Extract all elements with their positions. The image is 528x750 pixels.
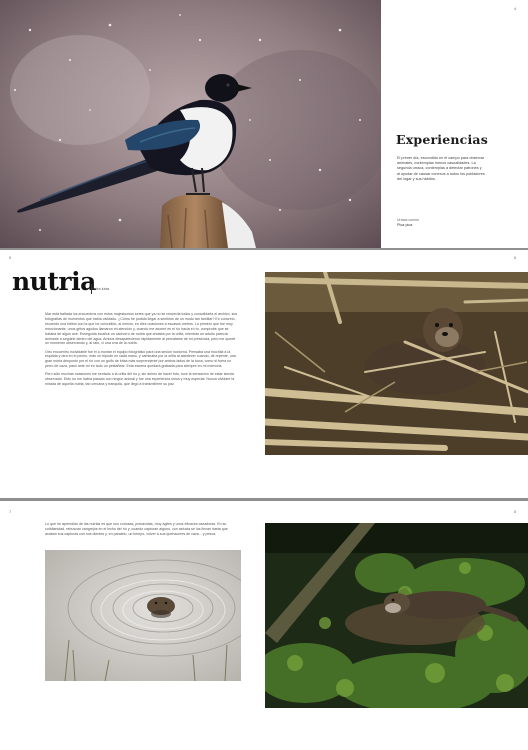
otter-forest-photo — [265, 523, 528, 708]
paragraph: Lo que he aprendido de las nutrias es que son curiosas, precavidas, muy ágiles y unos eficaces cazadoras. En su cotidianidad, rebuscan cangrejos en el lecho del río y, cuando capturan alguno, con astucia se los llevan hasta que acaban sus capturas con sus dientes y, en paralelo, un tiempo, volver a sus quehaceres de caza... y pesca. — [45, 522, 228, 536]
spread-page-1 — [0, 0, 528, 248]
photo-caption-name: Pica pica — [397, 223, 413, 227]
paragraph: Mar está bañada los encuentros con estos majestuosos seres que ya no se recuerda todos y consolidarla el archivo, sus fotografías de momentos que había olvidado. ¿Cómo he podido llegar a sentirlos de un modo tan familiar? En concreto, recuerdo una fotitos con la que he coincidido, al menos, en diez ocasiones a escasos metros. Lo primero que fue muy emocionante, unos gritos agudos llamaron mi atención y, cuando me asomé en el río hacia el río, comprobé que se trataba de algún ave. Enseguida localicé un cachorro de nutria que andaba por la orilla, mientras un adulto parecía animarle a seguirle dentro del agua. Ambos desaparecieron rápidamente al percatarse de mi presencia, pero me quedé un momento observando y, al rato, vi una cría de la nutria. — [45, 312, 238, 346]
page-number-left: 7 — [9, 509, 12, 514]
intro-paragraph: El primer día, escondido en el campo para observar animales, contemplas menos casualidades. La segunda urraca, contemplas a detectar patrones y al ayudar de causar conexos a todos los pobladores del lugar y sus hábitos. — [397, 156, 485, 181]
article-body-continued — [45, 522, 240, 537]
otter-water-illustration — [45, 550, 241, 681]
article-title: nutria — [12, 267, 96, 296]
article-body — [45, 312, 240, 390]
otter-swimming-photo — [45, 550, 241, 681]
spread-page-2 — [0, 250, 528, 498]
page-number-right: 8 — [514, 509, 517, 514]
section-title: Experiencias — [396, 132, 488, 147]
photo-caption-label: Urraca común — [397, 218, 419, 222]
species-byline: Lutra lutra — [92, 287, 110, 291]
magpie-illustration — [0, 0, 381, 248]
page-number-left: 5 — [9, 255, 12, 260]
otter-photo-reeds — [265, 272, 528, 455]
otter-forest-illustration — [265, 523, 528, 708]
page-number: 4 — [514, 6, 517, 11]
otter-reeds-illustration — [265, 272, 528, 455]
paragraph: Pero sólo muchas ocasiones me sentado a la orilla del río y, sin ánimo de hacer foto, tuve la sensación de estar siendo observado. Esto no me había pasado con ningún animal y fue una experiencia única y muy especial. Nunca olvidaré la mirada de aquella nutria, tan cercana y tranquila, que llegó a transmitirme su paz. — [45, 372, 235, 387]
spread-page-3 — [0, 501, 528, 750]
magpie-photo — [0, 0, 381, 248]
page-number-right: 6 — [514, 255, 517, 260]
paragraph: Otro encuentro inolvidable fue el a montar el equipo fotográfico para una sesión nocturna. Pensaba una mochila a la espalda y otra en el pecho, más un trípode en cada mano, y caminaba por la orilla al atardecer cuando, de repente, una gran nutria despuntó por el río con un golfo de brisa más sorprendente por ambos lados de la boca, como si fuera un perro de caza, pasó ante mí en todo un pestañear. Esta escena quedará grabada para siempre en mi memoria. — [45, 349, 236, 369]
